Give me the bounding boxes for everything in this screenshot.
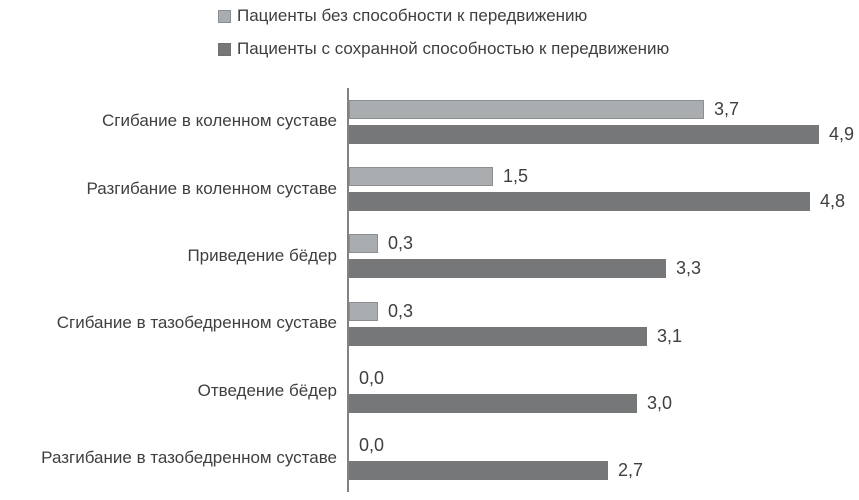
bar (349, 192, 810, 211)
category-label: Приведение бёдер (187, 246, 337, 266)
bar-value-label: 3,7 (714, 98, 740, 119)
bar-line (349, 259, 859, 278)
chart-row (0, 223, 859, 290)
bar-line (349, 369, 859, 388)
bar-line (349, 125, 859, 144)
bar-line (349, 234, 859, 253)
y-axis-line (347, 88, 349, 492)
bar (349, 461, 608, 480)
bar (349, 259, 666, 278)
bar (349, 394, 637, 413)
bar (349, 327, 647, 346)
category-label: Разгибание в тазобедренном суставе (41, 448, 337, 468)
bar-value-label: 0,0 (359, 435, 385, 456)
plot-area (0, 88, 859, 492)
category-label: Сгибание в тазобедренном суставе (56, 313, 337, 333)
bar-line (349, 302, 859, 321)
category-label: Сгибание в коленном суставе (102, 111, 337, 131)
bar-group (349, 234, 859, 278)
bar-line (349, 327, 859, 346)
bar-value-label: 4,9 (829, 123, 855, 144)
category-label: Разгибание в коленном суставе (86, 178, 337, 198)
chart-row (0, 425, 859, 492)
bar-value-label: 4,8 (820, 190, 846, 211)
legend-swatch-icon (218, 10, 231, 23)
legend-label: Пациенты без способности к передвижению (237, 6, 588, 25)
bar-group (349, 167, 859, 211)
bar-line (349, 436, 859, 455)
chart-rows (0, 88, 859, 492)
chart-row (0, 357, 859, 424)
legend-swatch-icon (218, 43, 231, 56)
bar-line (349, 192, 859, 211)
bar-value-label: 1,5 (503, 165, 529, 186)
legend-label: Пациенты с сохранной способностью к передвижению (237, 39, 670, 58)
bar (349, 302, 378, 321)
chart-row (0, 88, 859, 155)
bar-line (349, 100, 859, 119)
chart-row (0, 155, 859, 222)
bar-line (349, 167, 859, 186)
bar-group (349, 100, 859, 144)
bar-group (349, 436, 859, 480)
bar (349, 167, 493, 186)
bar-value-label: 0,3 (388, 233, 414, 254)
bar-line (349, 461, 859, 480)
bar (349, 100, 704, 119)
bar-value-label: 3,3 (676, 258, 702, 279)
bar-value-label: 3,1 (657, 325, 683, 346)
bar-line (349, 394, 859, 413)
bar-value-label: 0,3 (388, 300, 414, 321)
chart-legend (218, 5, 669, 60)
bar-group (349, 302, 859, 346)
bar (349, 234, 378, 253)
bar-group (349, 369, 859, 413)
category-label: Отведение бёдер (197, 380, 337, 400)
legend-item-no-mobility (218, 5, 669, 27)
chart-row (0, 290, 859, 357)
bar-value-label: 2,7 (618, 460, 644, 481)
bar (349, 125, 819, 144)
bar-value-label: 3,0 (647, 392, 673, 413)
bar-value-label: 0,0 (359, 367, 385, 388)
legend-item-preserved-mobility (218, 38, 669, 60)
